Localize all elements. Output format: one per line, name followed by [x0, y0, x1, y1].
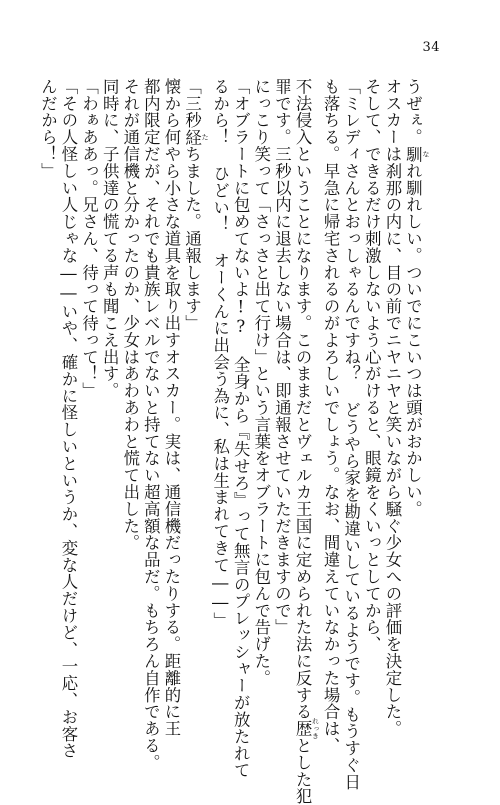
text-line: 「わぁああっ。兄さん、待って待って！」 — [79, 78, 99, 400]
text-line: 不法侵入ということになります。このままだとヴェルカ王国に定められた法に反する歴 れっきとした犯 — [293, 78, 320, 805]
text-line: 「その人怪しい人じゃな――いや、確かに怪しいというか、変な人だけど、一応、お客さ — [59, 78, 78, 760]
page-number: 34 — [422, 40, 440, 55]
text-line: んだから！」 — [38, 78, 58, 180]
vertical-text-body — [38, 78, 430, 805]
text-line: も落ちる。早急に帰宅されるのがよろしいでしょう。なお、間違えていなかった場合は、 — [321, 78, 341, 754]
text-line: 「三秒経 たちました。通報します」 — [182, 78, 210, 332]
text-line: 「ミレディさんとおっしゃるんですね？ どうやら家を勘違いしているようです。もうすぐ日 — [341, 78, 361, 791]
text-line: 同時に、子供達の慌てる声も聞こえ出す。 — [100, 78, 120, 400]
text-line: 都内限定だが、それでも貴族レベルでないと持てない超高額な品だ。もちろん自作である。 — [141, 78, 161, 771]
text-line: オスカーは刹那の内に、目の前でニヤニヤと笑いながら騒ぐ少女への評価を決定した。 — [382, 78, 402, 738]
text-line: るから！ ひどい！ オーくんに出会う為に、私は生まれてきて――」 — [210, 78, 230, 630]
text-line: そして、できるだけ刺激しないよう心がけると、眼鏡をくいっとしてから、 — [362, 78, 382, 653]
text-line: うぜぇ。馴 なれ馴れしい。ついでにこいつは頭がおかしい。 — [403, 78, 430, 518]
text-line: 「オブラートに包めてないよ!? 全身から『失せろ』って無言のプレッシャーが放たれて — [231, 78, 251, 779]
text-line: 罪です。三秒以内に退去しない場合は、即通報させていただきますので」 — [272, 78, 292, 636]
text-line: それが通信機と分かったのか、少女はあわあわと慌て出した。 — [120, 78, 140, 552]
text-line: 懐から何やら小さな道具を取り出すオスカー。実は、通信機だったりする。距離的に王 — [161, 78, 181, 738]
text-line: にっこり笑って「さっさと出て行け」という言葉をオブラートに包んで告げた。 — [251, 78, 271, 687]
